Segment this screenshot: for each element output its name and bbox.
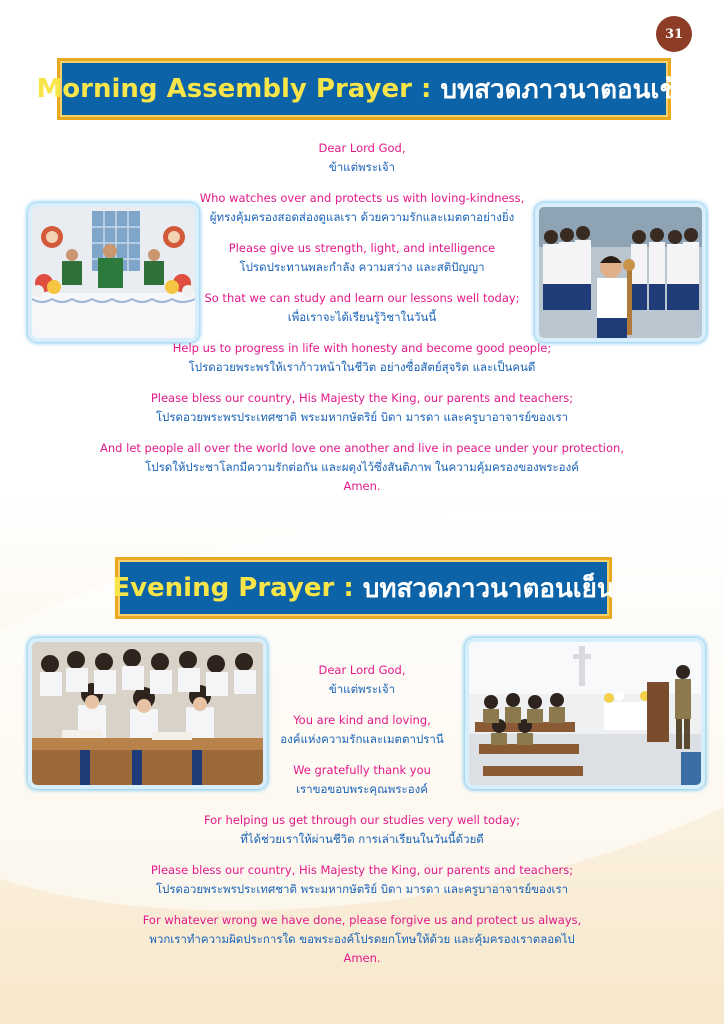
morning-amen: Amen. [343, 479, 381, 493]
page-number: 31 [664, 26, 684, 42]
morning-verse-3-th: โปรดประทานพละกำลัง ความสว่าง และสติปัญญา [239, 260, 485, 274]
morning-title-en: Morning Assembly Prayer : [36, 74, 432, 104]
evening-prayer-text [0, 661, 724, 968]
page-number-badge [656, 16, 692, 52]
morning-verse-5-en: Help us to progress in life with honesty and become good people; [172, 341, 552, 355]
morning-verse-1-en: Dear Lord God, [318, 141, 406, 155]
morning-verse-7-th: โปรดให้ประชาโลกมีความรักต่อกัน และผดุงไว้ซึ่งสันติภาพ ในความคุ้มครองของพระองค์ [145, 460, 579, 474]
evening-verse-3-en: We gratefully thank you [293, 763, 431, 777]
morning-verse-3-en: Please give us strength, light, and intelligence [228, 241, 496, 255]
evening-verse-4-en: For helping us get through our studies very well today; [203, 813, 521, 827]
morning-verse-6-th: โปรดอวยพระพรประเทศชาติ พระมหากษัตริย์ บิดา มารดา และครูบาอาจารย์ของเรา [155, 410, 569, 424]
morning-verse-5-th: โปรดอวยพระพรให้เราก้าวหน้าในชีวิต อย่างซื่อสัตย์สุจริต และเป็นคนดี [188, 360, 536, 374]
morning-verse-6-en: Please bless our country, His Majesty the King, our parents and teachers; [150, 391, 574, 405]
evening-title-th: บทสวดภาวนาตอนเย็น [362, 573, 615, 604]
evening-verse-6-en: For whatever wrong we have done, please forgive us and protect us always, [142, 913, 582, 927]
morning-title-th: บทสวดภาวนาตอนเช้า [440, 74, 692, 105]
evening-title-banner [112, 557, 615, 619]
evening-verse-5-en: Please bless our country, His Majesty the King, our parents and teachers; [150, 863, 574, 877]
morning-verse-1-th: ข้าแต่พระเจ้า [328, 160, 396, 174]
morning-verse-2-en: Who watches over and protects us with loving-kindness, [199, 191, 525, 205]
evening-verse-1-th: ข้าแต่พระเจ้า [328, 682, 396, 696]
evening-amen: Amen. [343, 951, 381, 965]
morning-verse-4-en: So that we can study and learn our lessons well today; [204, 291, 520, 305]
evening-verse-5-th: โปรดอวยพระพรประเทศชาติ พระมหากษัตริย์ บิดา มารดา และครูบาอาจารย์ของเรา [155, 882, 569, 896]
evening-verse-3-th: เราขอขอบพระคุณพระองค์ [296, 782, 428, 796]
morning-verse-2-th: ผู้ทรงคุ้มครองสอดส่องดูแลเรา ด้วยความรักและเมตตาอย่างยิ่ง [209, 210, 515, 224]
morning-title-banner [36, 58, 692, 120]
evening-title-en: Evening Prayer : [112, 573, 354, 603]
morning-verse-4-th: เพื่อเราจะได้เรียนรู้วิชาในวันนี้ [287, 310, 437, 324]
evening-verse-6-th: พวกเราทำความผิดประการใด ขอพระองค์โปรดยกโทษให้ด้วย และคุ้มครองเราตลอดไป [149, 932, 575, 946]
evening-verse-1-en: Dear Lord God, [318, 663, 406, 677]
morning-prayer-text [0, 139, 724, 496]
evening-verse-4-th: ที่ได้ช่วยเราให้ผ่านชีวิต การเล่าเรียนในวันนี้ด้วยดี [240, 832, 484, 846]
evening-verse-2-th: องค์แห่งความรักและเมตตาปรานี [280, 732, 444, 746]
morning-verse-7-en: And let people all over the world love one another and live in peace under your protection, [100, 441, 624, 455]
evening-verse-2-en: You are kind and loving, [293, 713, 431, 727]
